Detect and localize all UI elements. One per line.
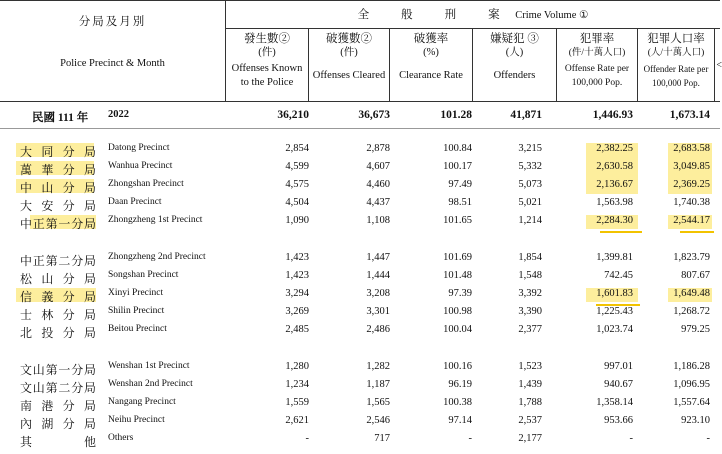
total-offenses-cleared: 36,673 [358, 109, 390, 121]
cell-offenses-known: 3,294 [285, 288, 309, 299]
cell-offense-rate: 2,284.30 [596, 215, 633, 226]
table-row [0, 413, 720, 431]
precinct-name-en: Wenshan 1st Precinct [108, 361, 190, 371]
cell-offenses-cleared: 3,208 [366, 288, 390, 299]
cell-offenses-cleared: 4,460 [366, 179, 390, 190]
precinct-name-en: Xinyi Precinct [108, 288, 164, 298]
cell-offenses-cleared: 3,301 [366, 306, 390, 317]
cell-offenses-known: 1,280 [285, 361, 309, 372]
table-row [0, 213, 720, 231]
table-row [0, 431, 720, 449]
col-header-offenders: 嫌疑犯 ③ (人) Offenders [490, 33, 539, 81]
cell-offenders: 1,214 [518, 215, 542, 226]
cell-offenses-cleared: 717 [374, 433, 390, 444]
cell-offense-rate: 2,136.67 [596, 179, 633, 190]
cell-offenders: 1,439 [518, 379, 542, 390]
col-sep-6 [714, 28, 715, 102]
cell-offenses-known: 4,575 [285, 179, 309, 190]
precinct-name-zh: 士林分局 [20, 308, 96, 322]
cell-offenses-cleared: 2,878 [366, 143, 390, 154]
cell-clearance-rate: 97.39 [448, 288, 472, 299]
total-offender-rate: 1,673.14 [669, 109, 710, 121]
precinct-name-en: Wenshan 2nd Precinct [108, 379, 193, 389]
cell-offenses-known: 1,090 [285, 215, 309, 226]
precinct-name-zh: 萬華分局 [20, 163, 96, 177]
precinct-name-zh: 文山第一分局 [20, 363, 96, 377]
table-row [0, 395, 720, 413]
cell-offense-rate: 1,563.98 [596, 197, 633, 208]
table-row [0, 377, 720, 395]
cell-offender-rate: - [706, 433, 710, 444]
precinct-name-zh: 文山第二分局 [20, 381, 96, 395]
precinct-name-en: Songshan Precinct [108, 270, 179, 280]
cell-offenses-known: 2,621 [285, 415, 309, 426]
cell-clearance-rate: - [468, 433, 472, 444]
cell-offense-rate: 1,225.43 [596, 306, 633, 317]
edge-fragment: < [716, 60, 722, 71]
cell-offenses-cleared: 4,607 [366, 161, 390, 172]
precinct-name-zh: 信義分局 [20, 290, 96, 304]
cell-offenders: 1,548 [518, 270, 542, 281]
col-header-clearance-rate: 破獲率 (%) Clearance Rate [399, 33, 463, 81]
cell-offender-rate: 1,823.79 [673, 252, 710, 263]
table-row [0, 286, 720, 304]
precinct-name-en: Nangang Precinct [108, 397, 176, 407]
cell-offenses-known: - [305, 433, 309, 444]
crime-volume-zh: 全 般 刑 案 [357, 9, 503, 21]
table-row [0, 195, 720, 213]
col-header-offense-rate: 犯罪率 (件/十萬人口) Offense Rate per 100,000 Pop. [564, 33, 630, 88]
cell-offenders: 3,392 [518, 288, 542, 299]
cell-offense-rate: 1,601.83 [596, 288, 633, 299]
precinct-name-zh: 內湖分局 [20, 417, 96, 431]
cell-offenses-known: 3,269 [285, 306, 309, 317]
precinct-name-zh: 大同分局 [20, 145, 96, 159]
cell-offenders: 5,021 [518, 197, 542, 208]
precinct-name-en: Datong Precinct [108, 143, 170, 153]
group-header-rule [226, 28, 720, 29]
total-label-en: 2022 [108, 109, 129, 120]
cell-clearance-rate: 98.51 [448, 197, 472, 208]
cell-offense-rate: 940.67 [604, 379, 633, 390]
table-row [0, 322, 720, 340]
precinct-name-en: Zhongzheng 2nd Precinct [108, 252, 206, 262]
cell-offenders: 5,332 [518, 161, 542, 172]
marker-line-1 [600, 231, 642, 233]
precinct-name-en: Zhongshan Precinct [108, 179, 184, 189]
precinct-name-zh: 松山分局 [20, 272, 96, 286]
cell-offense-rate: 953.66 [604, 415, 633, 426]
precinct-name-zh: 大安分局 [20, 199, 96, 213]
cell-offenders: 5,073 [518, 179, 542, 190]
table-row [0, 359, 720, 377]
marker-line-2 [680, 231, 714, 233]
cell-offenses-cleared: 4,437 [366, 197, 390, 208]
cell-offenses-known: 2,485 [285, 324, 309, 335]
cell-offenses-cleared: 1,444 [366, 270, 390, 281]
cell-offenders: 1,854 [518, 252, 542, 263]
precinct-name-zh: 中山分局 [20, 181, 96, 195]
table-row [0, 141, 720, 159]
total-row-rule [0, 128, 720, 129]
cell-offender-rate: 1,096.95 [673, 379, 710, 390]
cell-offender-rate: 923.10 [681, 415, 710, 426]
cell-offense-rate: 2,630.58 [596, 161, 633, 172]
cell-clearance-rate: 97.49 [448, 179, 472, 190]
precinct-name-en: Beitou Precinct [108, 324, 167, 334]
crime-volume-en: Crime Volume ① [515, 10, 589, 21]
table-row [0, 250, 720, 268]
crime-volume-header [226, 8, 720, 23]
cell-offense-rate: 1,399.81 [596, 252, 633, 263]
precinct-name-zh: 北投分局 [20, 326, 96, 340]
cell-offender-rate: 1,186.28 [673, 361, 710, 372]
precinct-name-en: Daan Precinct [108, 197, 162, 207]
cell-clearance-rate: 100.04 [443, 324, 472, 335]
cell-offense-rate: 997.01 [604, 361, 633, 372]
cell-offender-rate: 1,649.48 [673, 288, 710, 299]
cell-clearance-rate: 101.69 [443, 252, 472, 263]
cell-offenses-known: 1,423 [285, 270, 309, 281]
precinct-name-zh: 中正第二分局 [20, 254, 96, 268]
cell-offenses-known: 4,599 [285, 161, 309, 172]
cell-offender-rate: 2,369.25 [673, 179, 710, 190]
table-row [0, 159, 720, 177]
cell-offender-rate: 2,683.58 [673, 143, 710, 154]
precinct-name-en: Zhongzheng 1st Precinct [108, 215, 203, 225]
col-header-offenses-cleared: 破獲數② (件) Offenses Cleared [312, 33, 386, 81]
precinct-name-en: Others [108, 433, 134, 443]
precinct-name-en: Shilin Precinct [108, 306, 165, 316]
total-offenses-known: 36,210 [277, 109, 309, 121]
precinct-header [0, 15, 225, 71]
table-row [0, 304, 720, 322]
cell-offense-rate: 1,023.74 [596, 324, 633, 335]
cell-clearance-rate: 100.16 [443, 361, 472, 372]
cell-clearance-rate: 97.14 [448, 415, 472, 426]
header-bottom-rule [0, 101, 720, 102]
precinct-header-zh: 分局及月別 [78, 16, 147, 28]
cell-offenses-cleared: 1,565 [366, 397, 390, 408]
cell-offenses-cleared: 1,447 [366, 252, 390, 263]
total-row [0, 107, 720, 125]
cell-offense-rate: 1,358.14 [596, 397, 633, 408]
cell-offenses-known: 1,559 [285, 397, 309, 408]
total-label-zh: 民國 111 年 [32, 112, 89, 124]
cell-offense-rate: 2,382.25 [596, 143, 633, 154]
cell-offenses-known: 1,234 [285, 379, 309, 390]
table-row [0, 177, 720, 195]
cell-offenders: 1,523 [518, 361, 542, 372]
precinct-name-en: Wanhua Precinct [108, 161, 173, 171]
precinct-header-en: Police Precinct & Month [60, 58, 165, 69]
cell-clearance-rate: 96.19 [448, 379, 472, 390]
cell-offenses-known: 4,504 [285, 197, 309, 208]
cell-offender-rate: 979.25 [681, 324, 710, 335]
cell-offenders: 2,177 [518, 433, 542, 444]
cell-offenses-cleared: 1,108 [366, 215, 390, 226]
col-header-offender-rate: 犯罪人口率 (人/十萬人口) Offender Rate per 100,000 Pop. [643, 33, 709, 88]
cell-offenses-cleared: 1,282 [366, 361, 390, 372]
cell-offenses-cleared: 2,486 [366, 324, 390, 335]
cell-clearance-rate: 100.38 [443, 397, 472, 408]
precinct-name-en: Neihu Precinct [108, 415, 165, 425]
cell-offense-rate: - [629, 433, 633, 444]
total-offenders: 41,871 [510, 109, 542, 121]
cell-offender-rate: 3,049.85 [673, 161, 710, 172]
cell-offender-rate: 807.67 [681, 270, 710, 281]
cell-offense-rate: 742.45 [604, 270, 633, 281]
cell-offenders: 3,215 [518, 143, 542, 154]
cell-offender-rate: 1,557.64 [673, 397, 710, 408]
cell-offender-rate: 1,740.38 [673, 197, 710, 208]
cell-clearance-rate: 100.84 [443, 143, 472, 154]
table-row [0, 268, 720, 286]
cell-offenders: 1,788 [518, 397, 542, 408]
cell-clearance-rate: 101.65 [443, 215, 472, 226]
cell-clearance-rate: 100.17 [443, 161, 472, 172]
col-header-offenses-known: 發生數② (件) Offenses Known to the Police [231, 33, 303, 88]
precinct-name-zh: 其他 [20, 435, 96, 449]
precinct-name-zh: 南港分局 [20, 399, 96, 413]
table-top-rule [0, 0, 720, 1]
cell-clearance-rate: 100.98 [443, 306, 472, 317]
cell-offender-rate: 1,268.72 [673, 306, 710, 317]
cell-offenses-cleared: 1,187 [366, 379, 390, 390]
cell-offenders: 2,377 [518, 324, 542, 335]
cell-offenses-known: 2,854 [285, 143, 309, 154]
total-clearance-rate: 101.28 [440, 109, 472, 121]
cell-offenders: 2,537 [518, 415, 542, 426]
cell-clearance-rate: 101.48 [443, 270, 472, 281]
total-offense-rate: 1,446.93 [592, 109, 633, 121]
cell-offenders: 3,390 [518, 306, 542, 317]
cell-offenses-cleared: 2,546 [366, 415, 390, 426]
cell-offender-rate: 2,544.17 [673, 215, 710, 226]
cell-offenses-known: 1,423 [285, 252, 309, 263]
precinct-name-zh: 中正第一分局 [20, 217, 96, 231]
